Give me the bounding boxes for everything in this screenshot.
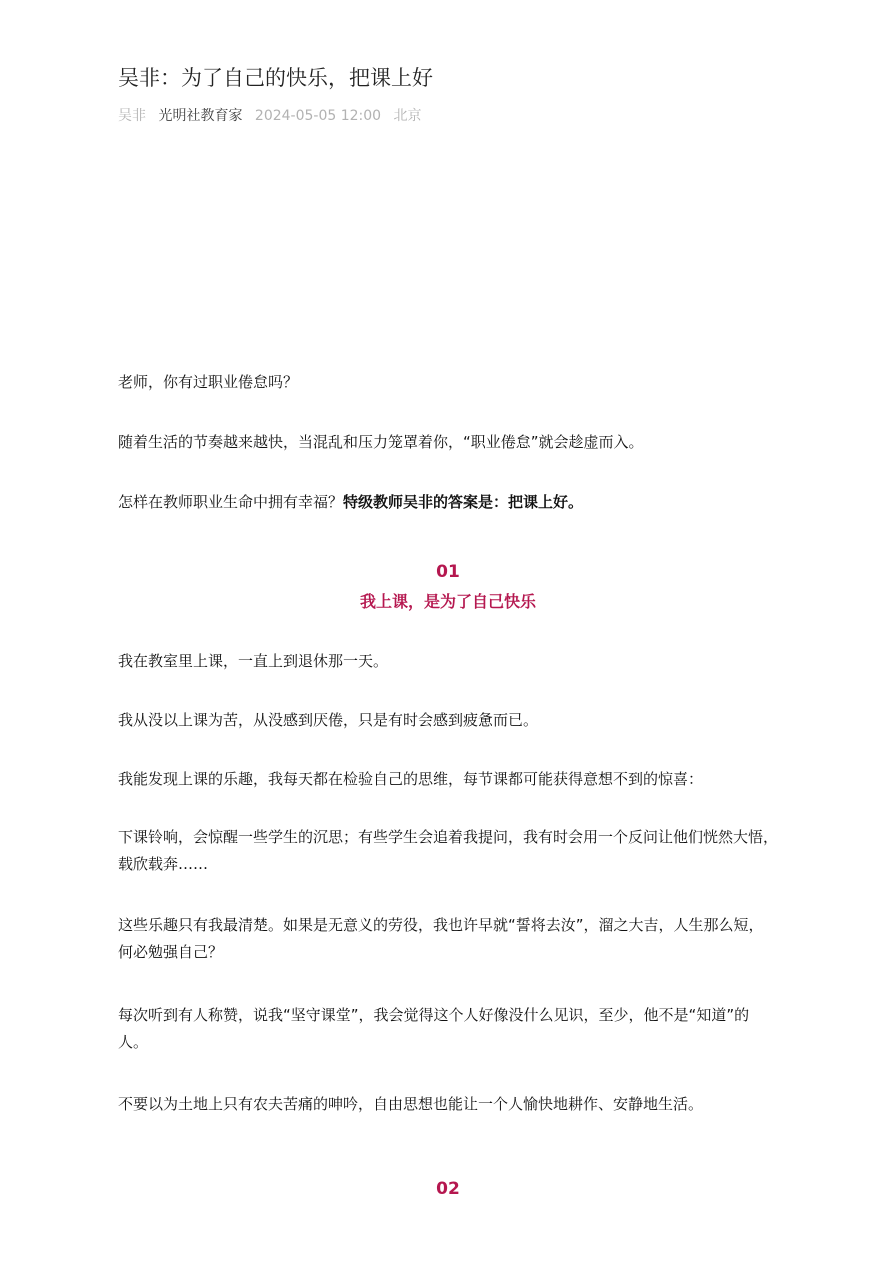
body-paragraph: 不要以为土地上只有农夫苦痛的呻吟，自由思想也能让一个人愉快地耕作、安静地生活。 <box>118 1095 704 1113</box>
section-heading: 我上课，是为了自己快乐 <box>359 592 536 611</box>
publish-location: 北京 <box>393 108 422 124</box>
intro-paragraph: 随着生活的节奏越来越快，当混乱和压力笼罩着你，“职业倦怠”就会趁虚而入。 <box>118 433 644 451</box>
section-number: 02 <box>436 1179 460 1199</box>
publish-datetime: 2024-05-05 12:00 <box>254 108 382 124</box>
body-paragraph: 下课铃响，会惊醒一些学生的沉思；有些学生会追着我提问，我有时会用一个反问让他们恍然大悟，载欣载奔…… <box>118 828 779 873</box>
body-paragraph: 我能发现上课的乐趣，我每天都在检验自己的思维，每节课都可能获得意想不到的惊喜： <box>118 770 704 788</box>
body-paragraph: 我从没以上课为苦，从没感到厌倦，只是有时会感到疲惫而已。 <box>118 711 539 729</box>
cover-image-area <box>118 150 778 360</box>
article-title: 吴非：为了自己的快乐，把课上好 <box>118 66 433 90</box>
account-name-link[interactable]: 光明社教育家 <box>158 108 243 124</box>
question-paragraph <box>118 489 778 516</box>
author-name: 吴非 <box>118 108 146 124</box>
intro-paragraph: 老师，你有过职业倦怠吗？ <box>118 373 299 391</box>
article-meta <box>118 105 430 127</box>
answer-bold-text: 特级教师吴非的答案是：把课上好。 <box>343 493 584 511</box>
question-text: 怎样在教师职业生命中拥有幸福？ <box>118 493 344 511</box>
section-number: 01 <box>436 562 460 582</box>
body-paragraph: 这些乐趣只有我最清楚。如果是无意义的劳役，我也许早就“誓将去汝”，溜之大吉，人生那么短，何必勉强自己？ <box>118 916 764 961</box>
body-paragraph: 每次听到有人称赞，说我“坚守课堂”，我会觉得这个人好像没什么见识，至少，他不是“知道”的人。 <box>118 1006 750 1051</box>
body-paragraph: 我在教室里上课，一直上到退休那一天。 <box>118 652 389 670</box>
